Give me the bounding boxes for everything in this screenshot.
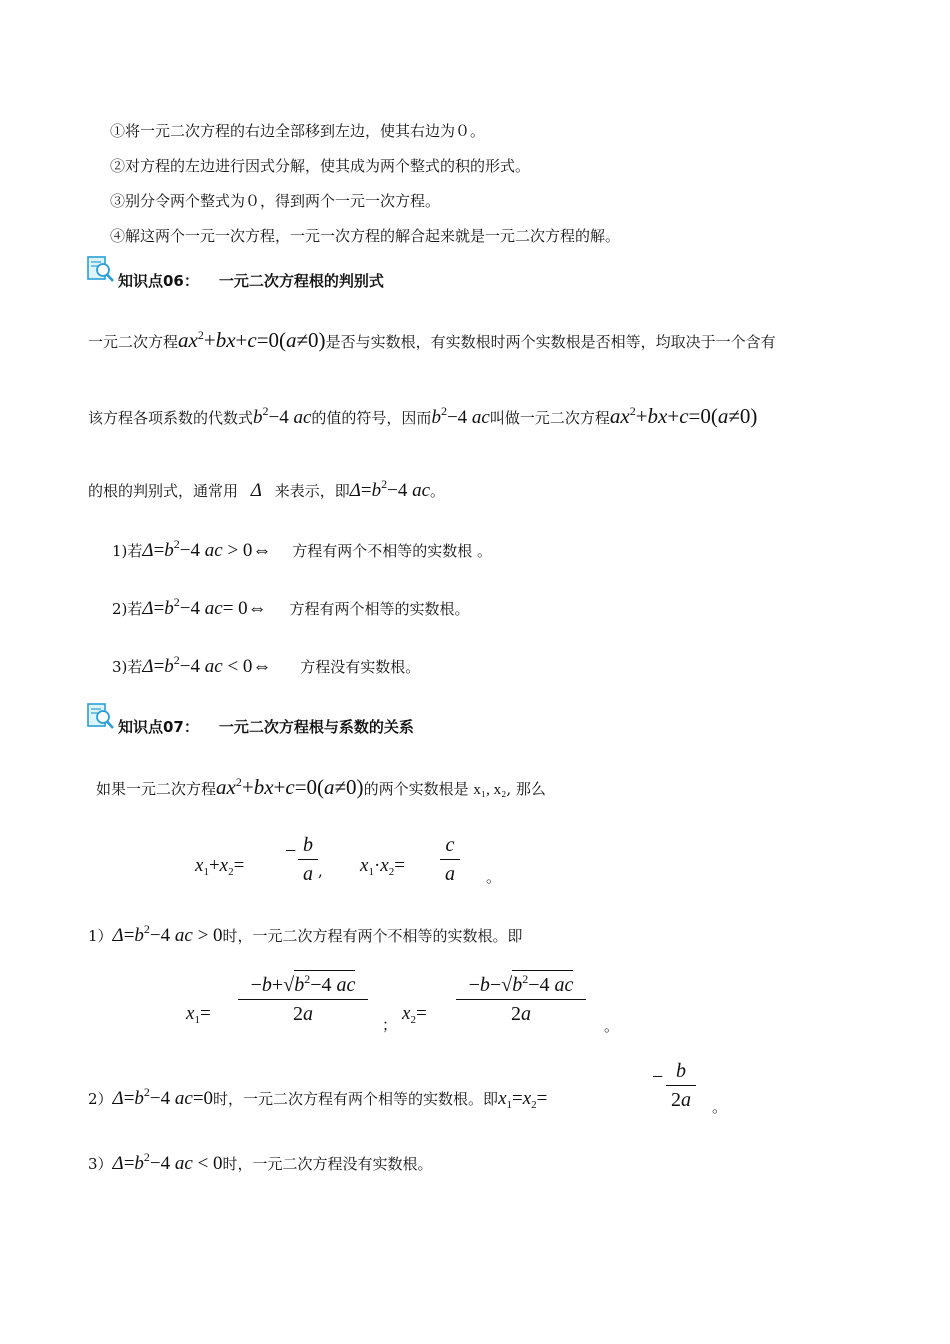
- p2-mid: 的值的符号，因而: [311, 409, 432, 427]
- discriminant-expr: $b^2-4$ ac: [253, 404, 312, 428]
- fraction-b-over-a: b a: [298, 832, 318, 887]
- delta-definition: $\Delta=b^2-4$ ac: [349, 477, 431, 501]
- case-3-num: 3)若: [112, 658, 143, 676]
- case-1-rel: > 0⇔: [227, 540, 272, 561]
- case-2-rel: = 0⇔: [222, 598, 267, 619]
- p3-pre: 的根的判别式，通常用: [88, 482, 239, 500]
- roots-case-1-expr: $\Delta=b^2-4$ ac > 0: [112, 922, 223, 946]
- roots-case-3-expr: $\Delta=b^2-4$ ac < 0: [112, 1150, 223, 1174]
- case-2-num: 2)若: [112, 600, 143, 618]
- intro-mid: 的两个实数根是: [363, 780, 469, 798]
- x1-label: $x_1=$: [186, 1003, 211, 1026]
- roots-case-1-num: 1）: [88, 927, 113, 945]
- quadratic-equation: $ax^2+bx+c=0(a\ne 0)$: [178, 328, 326, 352]
- x2-label: $x_2=$: [402, 1003, 427, 1026]
- discriminant-case-2: [112, 595, 470, 620]
- section-07-heading: [118, 716, 414, 737]
- roots-case-2-expr: $\Delta=b^2-4$ ac=0: [112, 1085, 214, 1109]
- discriminant-case-3: [112, 653, 421, 678]
- vieta-intro: [96, 775, 546, 800]
- section-06-title: 一元二次方程根的判别式: [218, 272, 384, 290]
- magnifier-document-icon: [86, 255, 116, 283]
- case-2-expr: $\Delta=b^2-4$ ac: [142, 595, 223, 619]
- case-3-expr: $\Delta=b^2-4$ ac: [142, 653, 228, 677]
- roots-case-2: [88, 1085, 548, 1111]
- p1-post: 是否与实数根，有实数根时两个实数根是否相等，均取决于一个含有: [325, 333, 776, 351]
- quadratic-equation-3: $ax^2+bx+c=0(a\ne 0)$: [216, 775, 364, 799]
- discriminant-paragraph-line-2: [88, 404, 757, 429]
- quadratic-equation-2: $ax^2+bx+c=0(a\ne 0)$: [609, 404, 758, 428]
- sum-of-roots-lhs: $x_1+x_2=$: [195, 855, 245, 878]
- roots-case-3-num: 3）: [88, 1155, 113, 1173]
- case-1-expr: $\Delta=b^2-4$ ac: [142, 537, 228, 561]
- intro-roots: x₁, x₂: [473, 782, 507, 798]
- roots-case-2-end: 。: [712, 1098, 728, 1116]
- step-1: ①将一元二次方程的右边全部移到左边，使其右边为０。: [110, 122, 486, 140]
- p1-pre: 一元二次方程: [88, 333, 179, 351]
- magnifier-document-icon: [86, 702, 116, 730]
- discriminant-paragraph-line-1: [88, 328, 776, 353]
- vieta-separator: ,: [318, 862, 323, 880]
- product-of-roots-lhs: $x_1\cdot x_2=$: [360, 855, 405, 878]
- minus-sign-2: −: [652, 1066, 664, 1088]
- discriminant-case-1: [112, 537, 492, 562]
- p2-pre: 该方程各项系数的代数式: [88, 409, 254, 427]
- roots-case-3: [88, 1150, 433, 1175]
- roots-case-2-num: 2）: [88, 1090, 113, 1108]
- intro-post: , 那么: [506, 780, 546, 798]
- p3-mid: 来表示，即: [274, 482, 350, 500]
- fraction-b-over-2a: b 2a: [666, 1058, 696, 1113]
- discriminant-paragraph-line-3: [88, 477, 446, 502]
- roots-case-2-text: 时，一元二次方程有两个相等的实数根。即: [213, 1090, 499, 1108]
- discriminant-expr-2: $b^2-4$ ac: [431, 404, 490, 428]
- case-3-text: 方程没有实数根。: [300, 658, 421, 676]
- vieta-end: 。: [486, 868, 502, 886]
- case-2-text: 方程有两个相等的实数根。: [289, 600, 470, 618]
- fraction-c-over-a: c a: [440, 832, 460, 887]
- case-3-rel: < 0⇔: [227, 656, 272, 677]
- step-3: ③别分令两个整式为０，得到两个一元一次方程。: [110, 192, 441, 210]
- step-2: ②对方程的左边进行因式分解，使其成为两个整式的积的形式。: [110, 157, 531, 175]
- intro-pre: 如果一元二次方程: [96, 780, 217, 798]
- roots-case-3-text: 时，一元二次方程没有实数根。: [222, 1155, 433, 1173]
- p3-end: 。: [430, 482, 446, 500]
- p2-post: 叫做一元二次方程: [489, 409, 610, 427]
- section-06-label: 知识点06：: [118, 272, 199, 290]
- section-07-title: 一元二次方程根与系数的关系: [218, 718, 414, 736]
- case-1-text: 方程有两个不相等的实数根 。: [292, 542, 492, 560]
- delta-symbol: Δ: [250, 480, 262, 501]
- step-4: ④解这两个一元一次方程，一元一次方程的解合起来就是一元二次方程的解。: [110, 227, 621, 245]
- roots-case-1-end: 。: [604, 1017, 620, 1035]
- section-07-label: 知识点07：: [118, 718, 199, 736]
- quadratic-formula-minus: $-b-√b^2-4$ ac 2a: [456, 970, 586, 1027]
- x-separator: ；: [382, 1016, 398, 1034]
- roots-case-1-text: 时，一元二次方程有两个不相等的实数根。即: [222, 927, 523, 945]
- case-1-num: 1)若: [112, 542, 143, 560]
- roots-case-1: [88, 922, 523, 947]
- quadratic-formula-plus: $-b+√b^2-4$ ac 2a: [238, 970, 368, 1027]
- minus-sign: −: [285, 840, 297, 862]
- double-root-lhs: $x_1=x_2=$: [498, 1088, 548, 1111]
- section-06-heading: [118, 270, 384, 291]
